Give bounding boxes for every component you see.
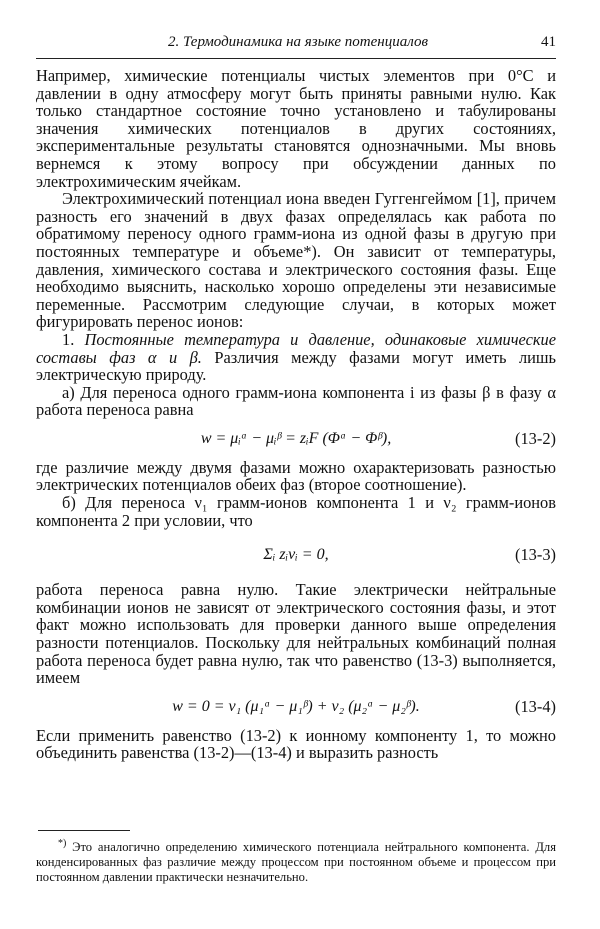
equation-formula: w = 0 = ν₁ (μ₁ᵅ − μ₁ᵝ) + ν₂ (μ₂ᵅ − μ₂ᵝ). [172,698,420,716]
equation-number: (13-4) [515,697,556,717]
paragraph [36,331,556,384]
paragraph: Например, химические потенциалы чистых элементов при 0°С и давлении в одну атмосферу могут быть приняты равными нулю. Как только стандартное состояние точно установлено и табулированы значения химических потенциалов в других состояниях, экспериментальные результаты становятся однозначными. Мы вновь вернемся к этому вопросу при обсуждении данных по электрохимическим ячейкам. [36,66,556,191]
footnote [36,836,556,885]
page-body [36,67,556,762]
footnote-mark: *) [58,838,67,849]
footnote-rule [38,830,130,831]
case-title: Постоянные температура и давление, одинаковые химические составы фаз α и β. [36,329,556,367]
paragraph: а) Для переноса одного грамм-иона компонента i из фазы β в фазу α работа переноса равна [36,382,556,420]
equation-formula: Σᵢ zᵢνᵢ = 0, [263,546,329,564]
case-text: Различия между фазами могут иметь лишь электрическую природу. [36,347,556,385]
paragraph: где различие между двумя фазами можно охарактеризовать разностью электрических потенциалов обеих фаз (второе соотношение). [36,457,556,495]
paragraph: б) Для переноса ν₁ грамм-ионов компонента 1 и ν₂ грамм-ионов компонента 2 при условии, что [36,493,556,530]
chapter-title: 2. Термодинамика на языке потенциалов [168,34,428,50]
paragraph: работа переноса равна нулю. Такие электрически нейтральные комбинации ионов не зависят от электрического состояния фазы, и этот факт можно использовать для проверки данного выше определения разности потенциалов. Поскольку для нейтральных комбинаций полная работа переноса будет равна нулю, так что равенство (13-3) выполняется, имеем [36,580,556,688]
equation-13-4 [36,687,556,727]
equation-number: (13-3) [515,545,556,565]
paragraph: Электрохимический потенциал иона введен Гуггенгеймом [1], причем разность его значений в двух фазах определялась как работа по обратимому переносу одного грамм-иона из одной фазы в другую при постоянных температуре и объеме*). Он зависит от температуры, давления, химического состава и электрического состояния фазы. Еще необходимо выяснить, насколько хорошо определены эти независимые переменные. Рассмотрим следующие случаи, в которых может фигурировать перенос ионов: [36,189,556,332]
header-rule [36,58,556,59]
equation-13-2 [36,419,556,459]
equation-formula: w = μᵢᵅ − μᵢᵝ = zᵢF (Φᵅ − Φᵝ), [200,430,392,448]
equation-number: (13-2) [515,429,556,449]
footnote-text: Это аналогично определению химического потенциала нейтрального компонента. Для конденсированных фаз различие между процессом при постоянном объеме и процессом при постоянном давлении практически незначительно. [36,840,556,885]
running-header [36,34,556,54]
page-number: 41 [541,34,556,50]
case-number: 1. [62,329,75,349]
paragraph: Если применить равенство (13-2) к ионному компоненту 1, то можно объединить равенства (13-2)—(13-4) и выразить разность [36,725,556,763]
equation-13-3 [36,529,556,581]
